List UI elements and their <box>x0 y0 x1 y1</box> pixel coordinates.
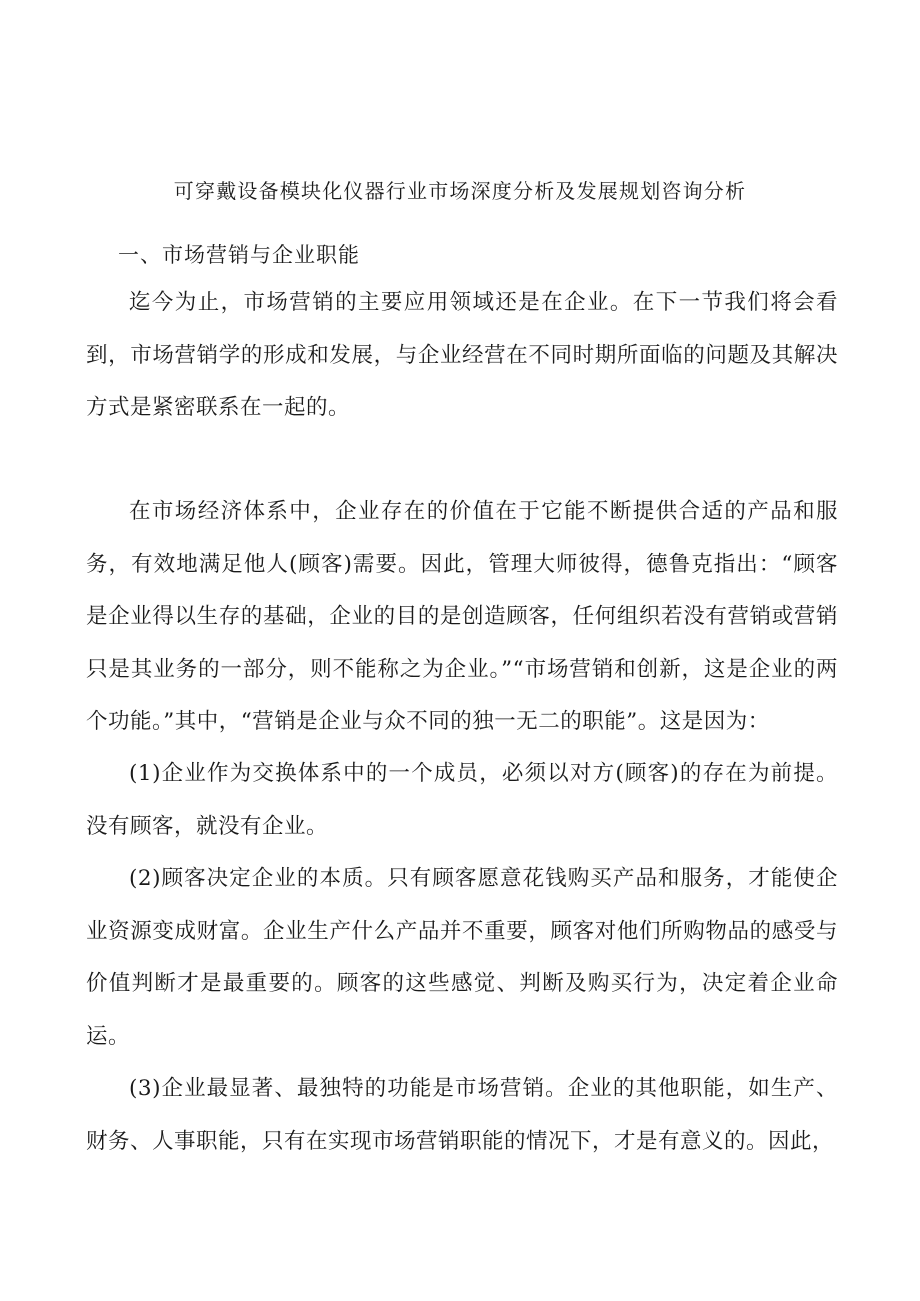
paragraph-market-economy: 在市场经济体系中，企业存在的价值在于它能不断提供合适的产品和服务，有效地满足他人(顾客)需要。因此，管理大师彼得，德鲁克指出：“顾客是企业得以生存的基础，企业的目的是创造顾客，任何组织若没有营销或营销只是其业务的一部分，则不能称之为企业。”“市场营销和创新，这是企业的两个功能。”其中，“营销是企业与众不同的独一无二的职能”。这是因为： <box>86 499 838 734</box>
paragraph-point-1: (1)企业作为交换体系中的一个成员，必须以对方(顾客)的存在为前提。没有顾客，就没有企业。 <box>86 761 838 839</box>
paragraph-intro: 迄今为止，市场营销的主要应用领域还是在企业。在下一节我们将会看到，市场营销学的形成和发展，与企业经营在不同时期所面临的问题及其解决方式是紧密联系在一起的。 <box>86 290 838 420</box>
section-heading: 一、市场营销与企业职能 <box>118 243 360 267</box>
paragraph-point-3: (3)企业最显著、最独特的功能是市场营销。企业的其他职能，如生产、财务、人事职能，只有在实现市场营销职能的情况下，才是有意义的。因此， <box>86 1076 838 1154</box>
document-title: 可穿戴设备模块化仪器行业市场深度分析及发展规划咨询分析 <box>173 179 747 203</box>
paragraph-point-2: (2)顾客决定企业的本质。只有顾客愿意花钱购买产品和服务，才能使企业资源变成财富。企业生产什么产品并不重要，顾客对他们所购物品的感受与价值判断才是最重要的。顾客的这些感觉、判断及购买行为，决定着企业命运。 <box>86 866 838 1049</box>
